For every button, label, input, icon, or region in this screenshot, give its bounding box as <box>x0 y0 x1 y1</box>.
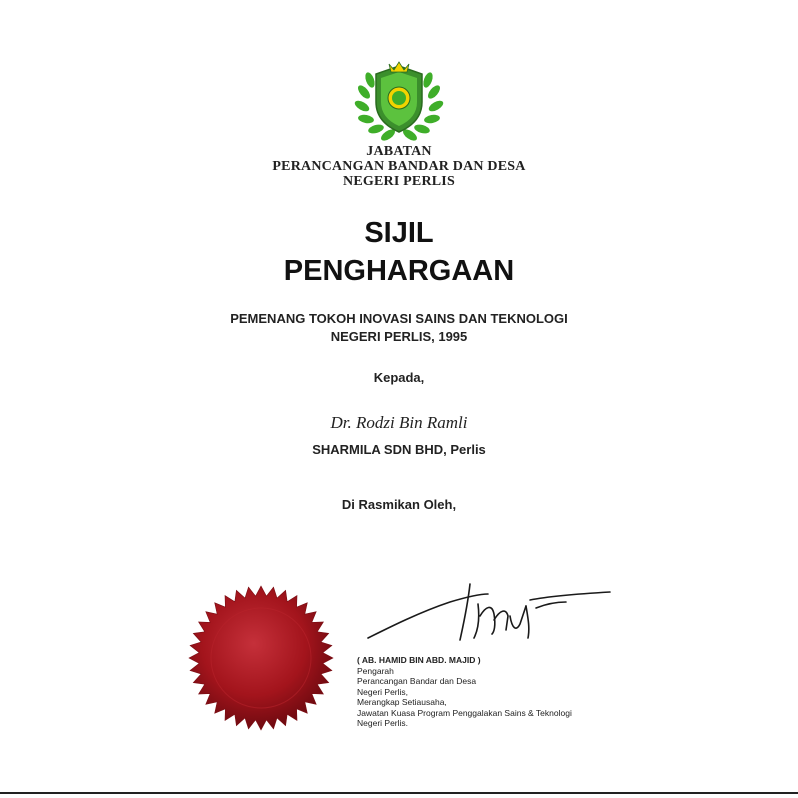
award-description <box>0 310 798 346</box>
recipient-company: SHARMILA SDN BHD, Perlis <box>312 442 486 457</box>
red-seal-icon <box>186 583 336 733</box>
organization-line-2: PERANCANGAN BANDAR DAN DESA <box>272 159 526 174</box>
award-line-2: NEGERI PERLIS, 1995 <box>330 329 468 344</box>
title-line-2: PENGHARGAAN <box>283 255 515 287</box>
title-line-1: SIJIL <box>364 217 434 249</box>
bottom-divider <box>0 792 798 794</box>
officiated-label: Di Rasmikan Oleh, <box>341 497 457 512</box>
signer-line-6: Negeri Perlis. <box>357 718 409 728</box>
signer-line-4: Merangkap Setiausaha, <box>357 697 447 707</box>
award-line-1: PEMENANG TOKOH INOVASI SAINS DAN TEKNOLOGI <box>230 311 568 326</box>
organization-name <box>0 144 798 189</box>
recipient-name: Dr. Rodzi Bin Ramli <box>330 413 468 432</box>
signer-line-3: Negeri Perlis, <box>357 686 409 697</box>
signer-line-2: Perancangan Bandar dan Desa <box>357 676 477 686</box>
certificate-title <box>0 214 798 290</box>
organization-line-1: JABATAN <box>366 144 432 159</box>
signer-line-1: Pengarah <box>357 665 394 676</box>
to-label: Kepada, <box>373 370 425 385</box>
signature-icon <box>360 572 620 652</box>
organization-line-3: NEGERI PERLIS <box>343 174 455 189</box>
signer-line-5: Jawatan Kuasa Program Penggalakan Sains & Teknologi <box>357 707 572 718</box>
signer-block <box>357 655 572 729</box>
signer-name: ( AB. HAMID BIN ABD. MAJID ) <box>357 655 481 665</box>
perlis-crest-icon <box>352 58 446 144</box>
